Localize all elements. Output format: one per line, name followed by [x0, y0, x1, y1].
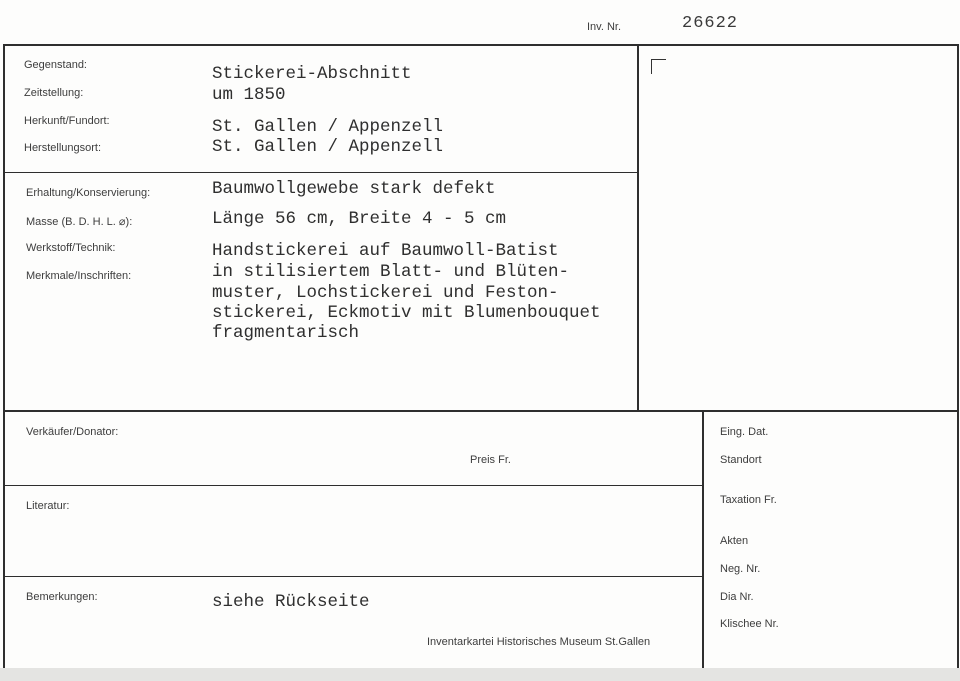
label-werkstoff: Werkstoff/Technik: [26, 242, 116, 254]
value-technik-line-3: muster, Lochstickerei und Feston- [212, 283, 559, 303]
section-divider-1 [3, 172, 637, 173]
value-technik-line-2: in stilisiertem Blatt- und Blüten- [212, 262, 570, 282]
inv-nr-value: 26622 [682, 14, 739, 33]
label-standort: Standort [720, 454, 762, 466]
label-neg-nr: Neg. Nr. [720, 563, 761, 575]
section-divider-3 [3, 485, 702, 486]
label-akten: Akten [720, 535, 749, 547]
main-column-divider [637, 44, 639, 411]
value-gegenstand: Stickerei-Abschnitt [212, 64, 412, 84]
label-preis: Preis Fr. [470, 454, 511, 466]
corner-mark [651, 59, 666, 74]
label-herkunft: Herkunft/Fundort: [24, 115, 110, 127]
label-masse: Masse (B. D. H. L. ⌀): [26, 216, 133, 228]
label-taxation: Taxation Fr. [720, 494, 777, 506]
section-divider-4 [3, 576, 702, 577]
value-bemerkungen: siehe Rückseite [212, 592, 370, 612]
label-herstellungsort: Herstellungsort: [24, 142, 102, 154]
value-herkunft: St. Gallen / Appenzell [212, 117, 444, 137]
value-technik-line-4: stickerei, Eckmotiv mit Blumenbouquet [212, 303, 601, 323]
value-technik-line-1: Handstickerei auf Baumwoll-Batist [212, 241, 559, 261]
label-eing-dat: Eing. Dat. [720, 426, 769, 438]
footer-text: Inventarkartei Historisches Museum St.Gallen [427, 636, 651, 648]
right-column-divider [702, 410, 704, 671]
label-literatur: Literatur: [26, 500, 70, 512]
right-border [957, 44, 959, 671]
value-masse: Länge 56 cm, Breite 4 - 5 cm [212, 209, 507, 229]
top-border [3, 44, 958, 46]
label-klischee-nr: Klischee Nr. [720, 618, 779, 630]
label-verkaeufer: Verkäufer/Donator: [26, 426, 119, 438]
value-technik-line-5: fragmentarisch [212, 323, 360, 343]
label-zeitstellung: Zeitstellung: [24, 87, 84, 99]
value-herstellungsort: St. Gallen / Appenzell [212, 137, 444, 157]
label-gegenstand: Gegenstand: [24, 59, 87, 71]
card-bottom-edge [0, 668, 960, 681]
label-dia-nr: Dia Nr. [720, 591, 754, 603]
inv-nr-label: Inv. Nr. [587, 21, 622, 33]
section-divider-2 [3, 410, 958, 412]
label-bemerkungen: Bemerkungen: [26, 591, 98, 603]
label-merkmale: Merkmale/Inschriften: [26, 270, 132, 282]
label-erhaltung: Erhaltung/Konservierung: [26, 187, 151, 199]
value-zeitstellung: um 1850 [212, 85, 286, 105]
value-erhaltung: Baumwollgewebe stark defekt [212, 179, 496, 199]
